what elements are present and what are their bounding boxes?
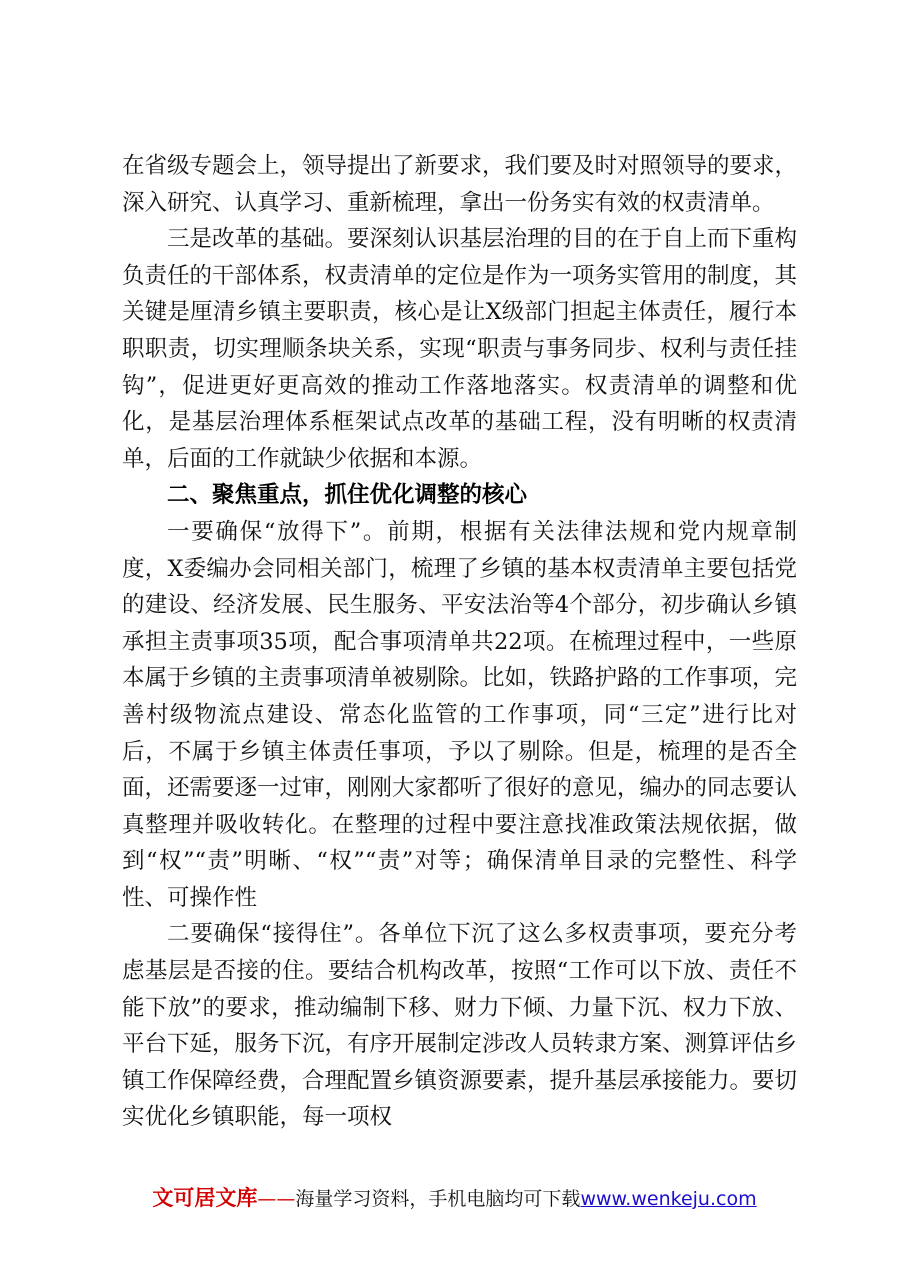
footer-brand: 文可居文库 [152,1186,258,1210]
paragraph-let-go: 一要确保“放得下”。前期，根据有关法律法规和党内规章制度，X委编办会同相关部门，梳理了乡镇的基本权责清单主要包括党的建设、经济发展、民生服务、平安法治等4个部分，初步确认乡镇承担主责事项35项，配合事项清单共22项。在梳理过程中，一些原本属于乡镇的主责事项清单被剔除。比如，铁路护路的工作事项，完善村级物流点建设、常态化监管的工作事项，同“三定”进行比对后，不属于乡镇主体责任事项，予以了剔除。但是，梳理的是否全面，还需要逐一过审，刚刚大家都听了很好的意见，编办的同志要认真整理并吸收转化。在整理的过程中要注意找准政策法规依据，做到“权”“责”明晰、“权”“责”对等；确保清单目录的完整性、科学性、可操作性 [122,518,798,911]
footer-link[interactable]: www.wenkeju.com [580,1188,757,1210]
paragraph-continuation: 在省级专题会上，领导提出了新要求，我们要及时对照领导的要求，深入研究、认真学习、重新梳理，拿出一份务实有效的权责清单。 [122,153,798,216]
footer-banner [0,1182,909,1212]
footer-dash: —— [257,1188,296,1210]
paragraph-take-over: 二要确保“接得住”。各单位下沉了这么多权责事项，要充分考虑基层是否接的住。要结合机构改革，按照“工作可以下放、责任不能下放”的要求，推动编制下移、财力下倾、力量下沉、权力下放、平台下延，服务下沉，有序开展制定涉改人员转隶方案、测算评估乡镇工作保障经费，合理配置乡镇资源要素，提升基层承接能力。要切实优化乡镇职能，每一项权 [122,921,798,1131]
section-heading: 二、聚焦重点，抓住优化调整的核心 [167,482,528,509]
paragraph-reform-foundation: 三是改革的基础。要深刻认识基层治理的目的在于自上而下重构负责任的干部体系，权责清单的定位是作为一项务实管用的制度，其关键是厘清乡镇主要职责，核心是让X级部门担起主体责任，履行本职职责，切实理顺条块关系，实现“职责与事务同步、权利与责任挂钩”，促进更好更高效的推动工作落地落实。权责清单的调整和优化，是基层治理体系框架试点改革的基础工程，没有明晰的权责清单，后面的工作就缺少依据和本源。 [122,226,798,472]
document-body [122,148,797,1136]
footer-text: 海量学习资料，手机电脑均可下载 [295,1188,581,1210]
